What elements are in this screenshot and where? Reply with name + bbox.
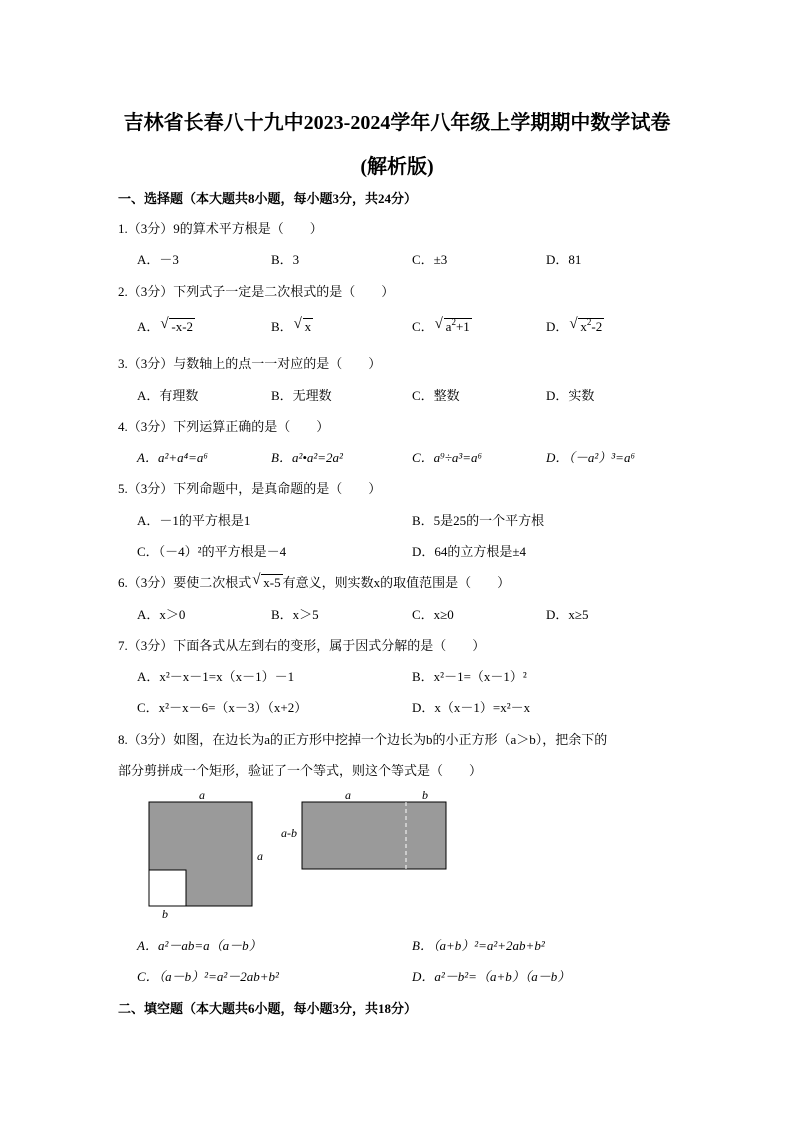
fig-label-square-top: a (199, 788, 205, 802)
q7-option-b: B．x²－1=（x－1）² (412, 669, 527, 684)
q2-option-c-exp: 2 (451, 317, 456, 327)
q2-option-d (546, 316, 604, 335)
q2-option-d-label: D． (546, 319, 569, 334)
q2-option-d-tail: -2 (591, 319, 603, 334)
q2-option-c (412, 316, 472, 335)
q1-option-c: C．±3 (412, 252, 448, 267)
radical-sign: √ x (293, 316, 312, 334)
q8-option-a: A．a²－ab=a（a－b） (137, 938, 262, 953)
q6-radicand: x-5 (263, 575, 281, 590)
question-1-stem: 1.（3分）9的算术平方根是（ ） (118, 221, 323, 236)
question-3-stem: 3.（3分）与数轴上的点一一对应的是（ ） (118, 356, 382, 371)
question-6-stem (118, 572, 510, 591)
q4-option-b: B．a²•a²=2a² (271, 450, 343, 465)
q3-option-b: B．无理数 (271, 388, 332, 403)
q2-option-b-radicand: x (304, 319, 312, 334)
q5-option-a: A．－1的平方根是1 (137, 513, 251, 528)
q2-option-d-exp: 2 (586, 317, 592, 327)
fig-label-square-bottom: b (162, 907, 168, 921)
q8-figure (140, 785, 460, 920)
question-5-stem: 5.（3分）下列命题中，是真命题的是（ ） (118, 481, 382, 496)
q1-option-d: D．81 (546, 252, 582, 267)
small-square-removed (149, 870, 186, 906)
radical-sign: √ $x^2-2$ (569, 316, 603, 334)
q5-option-d: D．64的立方根是±4 (412, 544, 527, 559)
q8-option-c: C．（a－b）²=a²－2ab+b² (137, 969, 279, 984)
q8-option-d: D．a²－b²=（a+b）（a－b） (412, 969, 571, 984)
q1-option-b: B．3 (271, 252, 300, 267)
fig-label-rect-top-b: b (422, 788, 428, 802)
section-heading-choice: 一、选择题（本大题共8小题，每小题3分，共24分） (118, 191, 418, 206)
q2-option-a-radicand: -x-2 (171, 319, 194, 334)
page-subtitle: (解析版) (360, 156, 434, 178)
q6-option-c: C．x≥0 (412, 607, 454, 622)
q4-option-d: D．（－a²）³=a⁶ (546, 450, 635, 465)
q7-option-c: C．x²－x－6=（x－3）（x+2） (137, 700, 308, 715)
fig-label-rect-left: a-b (281, 826, 297, 840)
radical-sign: √ $a^2+1$ (434, 316, 470, 334)
q6-option-d: D．x≥5 (546, 607, 589, 622)
q2-option-c-label: C． (412, 319, 434, 334)
question-8-stem-line2: 部分剪拼成一个矩形，验证了一个等式，则这个等式是（ ） (118, 763, 483, 778)
q7-option-a: A．x²－x－1=x（x－1）－1 (137, 669, 295, 684)
q2-option-a-label: A． (137, 319, 160, 334)
q6-stem-pre: 6.（3分）要使二次根式 (118, 575, 252, 590)
radical-sign: √ -x-2 (160, 316, 194, 334)
question-7-stem: 7.（3分）下面各式从左到右的变形，属于因式分解的是（ ） (118, 638, 486, 653)
section-heading-fill: 二、填空题（本大题共6小题，每小题3分，共18分） (118, 1001, 418, 1016)
q4-option-c: C．a⁹÷a³=a⁶ (412, 450, 483, 465)
q2-option-d-base: x (580, 319, 587, 334)
q2-option-b (271, 316, 313, 335)
rearranged-rectangle (302, 802, 446, 869)
question-4-stem: 4.（3分）下列运算正确的是（ ） (118, 419, 330, 434)
fig-label-rect-top-a: a (345, 788, 351, 802)
fig-label-square-right: a (257, 849, 263, 863)
q5-option-b: B．5是25的一个平方根 (412, 513, 545, 528)
q6-option-b: B．x＞5 (271, 607, 319, 622)
q4-option-a: A．a²+a⁴=a⁶ (137, 450, 208, 465)
q2-option-b-label: B． (271, 319, 293, 334)
q5-option-c: C．（－4）²的平方根是－4 (137, 544, 287, 559)
q2-option-c-base: a (445, 319, 452, 334)
q1-option-a: A．－3 (137, 252, 179, 267)
q6-option-a: A．x＞0 (137, 607, 186, 622)
page-title: 吉林省长春八十九中2023-2024学年八年级上学期期中数学试卷 (123, 112, 671, 134)
radical-sign: √ x-5 (252, 572, 281, 590)
q2-option-a (137, 316, 195, 335)
q6-stem-post: 有意义，则实数x的取值范围是（ ） (282, 575, 511, 590)
q8-option-b: B．（a+b）²=a²+2ab+b² (412, 938, 545, 953)
question-2-stem: 2.（3分）下列式子一定是二次根式的是（ ） (118, 284, 395, 299)
q3-option-c: C．整数 (412, 388, 460, 403)
q7-option-d: D．x（x－1）=x²－x (412, 700, 531, 715)
q3-option-a: A．有理数 (137, 388, 199, 403)
q2-option-c-tail: +1 (455, 319, 470, 334)
question-8-stem-line1: 8.（3分）如图，在边长为a的正方形中挖掉一个边长为b的小正方形（a＞b），把余下的 (118, 732, 608, 747)
q3-option-d: D．实数 (546, 388, 595, 403)
